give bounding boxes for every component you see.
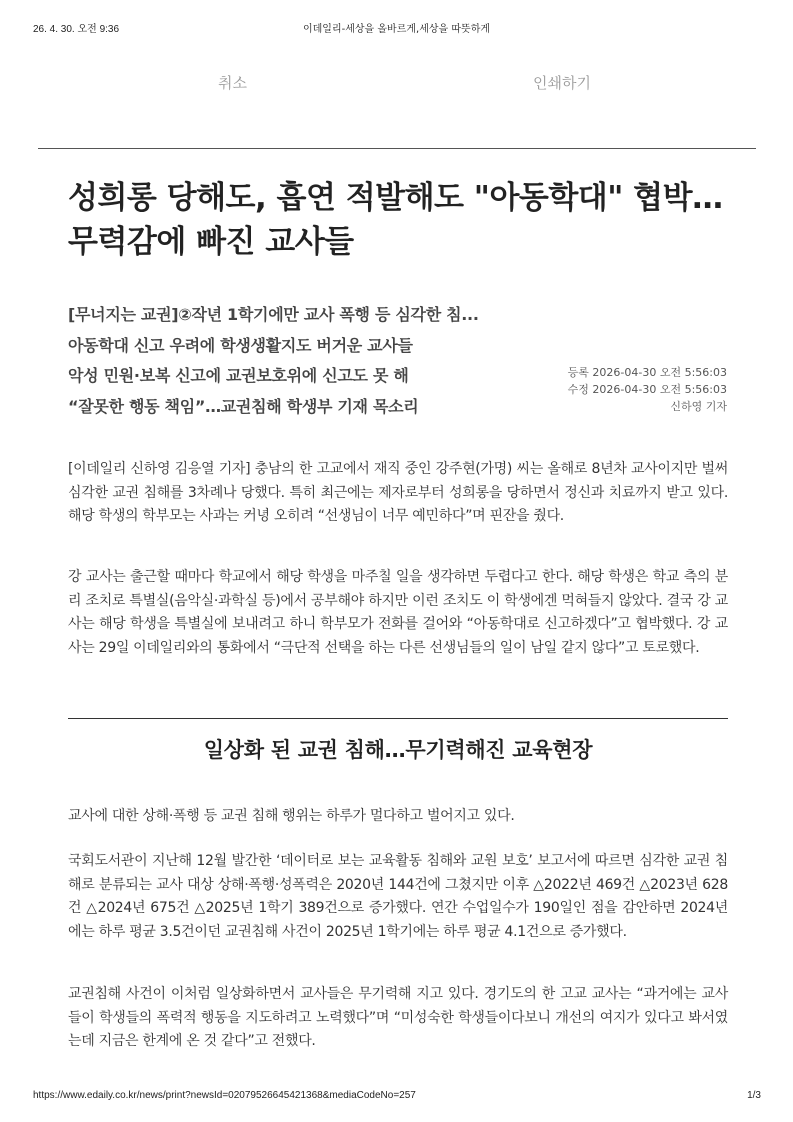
subheadline-item: 악성 민원·보복 신고에 교권보호위에 신고도 못 해 xyxy=(68,366,409,385)
article-paragraph: [이데일리 신하영 김응열 기자] 충남의 한 고교에서 재직 중인 강주현(가명) 씨는 올해로 8년차 교사이지만 벌써 심각한 교권 침해를 3차례나 당했다. 특히 최근에는 제자로부터 성희롱을 당하면서 정신과 치료까지 받고 있다. 해당 학생의 학부모는 사과는 커녕 오히려 “선생님이 너무 예민하다”며 핀잔을 줬다. xyxy=(68,461,728,524)
author-byline: 신하영 기자 xyxy=(670,400,727,413)
registered-date: 등록 2026-04-30 오전 5:56:03 xyxy=(567,366,727,379)
cancel-button[interactable]: 취소 xyxy=(218,74,247,92)
article-headline: 성희롱 당해도, 흡연 적발해도 "아동학대" 협박…무력감에 빠진 교사들 xyxy=(68,180,723,260)
subheadline-list xyxy=(68,300,548,422)
subheadline-item: 아동학대 신고 우려에 학생생활지도 버거운 교사들 xyxy=(68,335,413,355)
article-paragraph: 교권침해 사건이 이처럼 일상화하면서 교사들은 무기력해 지고 있다. 경기도의 한 고교 교사는 “과거에는 교사들이 학생들의 폭력적 행동을 지도하려고 노력했다”며 “미성숙한 학생들이다보니 개선의 여지가 있다고 봐서였는데 지금은 한계에 온 것 같다”고 전했다. xyxy=(68,986,728,1049)
print-button[interactable]: 인쇄하기 xyxy=(533,74,591,92)
article-meta xyxy=(568,364,727,415)
modified-date: 수정 2026-04-30 오전 5:56:03 xyxy=(567,383,727,396)
article-paragraph: 강 교사는 출근할 때마다 학교에서 해당 학생을 마주칠 일을 생각하면 두렵다고 한다. 해당 학생은 학교 측의 분리 조치로 특별실(음악실·과학실 등)에서 공부해야 하지만 이런 조치도 이 학생에겐 먹혀들지 않았다. 결국 강 교사는 해당 학생을 특별실에 보내려고 하니 학부모가 전화를 걸어와 “아동학대로 신고하겠다”고 협박했다. 강 교사는 29일 이데일리와의 통화에서 “극단적 선택을 하는 다른 선생님들의 일이 남일 같지 않다”고 토로했다. xyxy=(68,569,728,656)
page-indicator: 1/3 xyxy=(747,1090,761,1101)
section-divider xyxy=(68,718,728,719)
subheadline-item: [무너지는 교권]②작년 1학기에만 교사 폭행 등 심각한 침... xyxy=(68,305,479,324)
print-site-title: 이데일리-세상을 올바르게,세상을 따뜻하게 xyxy=(302,24,491,35)
subheadline-item: “잘못한 행동 책임”…교권침해 학생부 기재 목소리 xyxy=(68,396,419,416)
print-url: https://www.edaily.co.kr/news/print?newsId=02079526645421368&mediaCodeNo=257 xyxy=(33,1090,416,1101)
article-paragraph: 국회도서관이 지난해 12월 발간한 ‘데이터로 보는 교육활동 침해와 교원 보호’ 보고서에 따르면 심각한 교권 침해로 분류되는 교사 대상 상해·폭행·성폭력은 2020년 144건에 그쳤지만 이후 △2022년 469건 △2023년 628건 △2024년 675건 △2025년 1학기 389건으로 증가했다. 연간 수업일수가 190일인 점을 감안하면 2024년에는 하루 평균 3.5건이던 교권침해 사건이 2025년 1학기에는 하루 평균 4.1건으로 증가했다. xyxy=(68,853,728,940)
article-paragraph: 교사에 대한 상해·폭행 등 교권 침해 행위는 하루가 멀다하고 벌어지고 있다. xyxy=(68,808,515,824)
top-divider xyxy=(38,148,756,149)
print-datetime: 26. 4. 30. 오전 9:36 xyxy=(33,24,120,35)
section-title: 일상화 된 교권 침해…무기력해진 교육현장 xyxy=(203,738,593,762)
